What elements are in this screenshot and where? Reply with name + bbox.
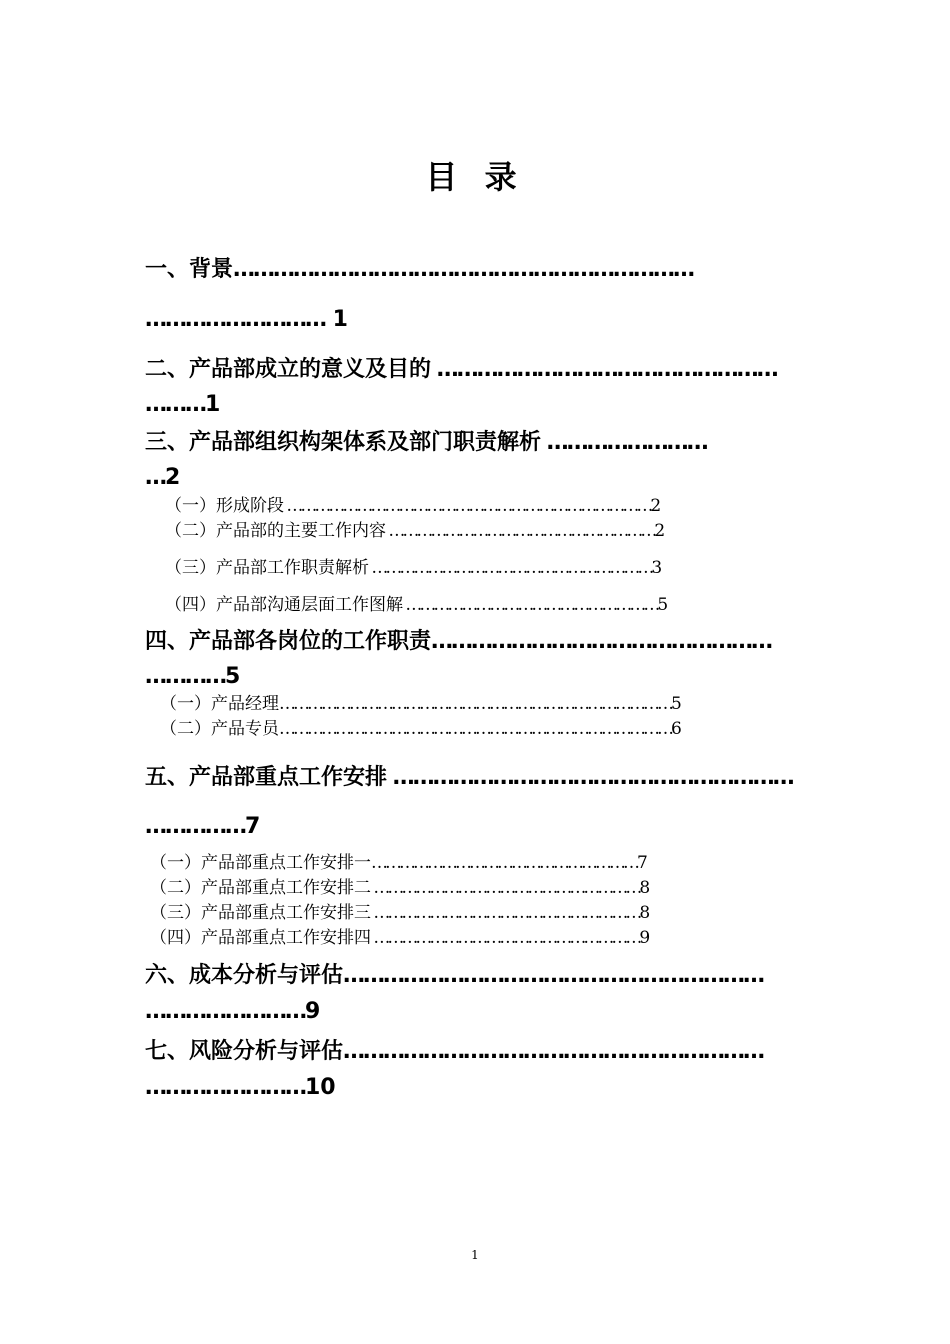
toc-entry-6[interactable] [145, 961, 810, 991]
toc-page-number: 2 [654, 521, 666, 541]
toc-subentry-3-4[interactable] [165, 593, 790, 617]
toc-subentry-5-1[interactable] [150, 851, 790, 875]
toc-page-number: 1 [205, 392, 221, 417]
toc-entry-label: 六、成本分析与评估 [145, 963, 344, 988]
toc-page-number: 1 [332, 307, 348, 332]
toc-page-number: 2 [165, 465, 181, 490]
toc-page-number: 5 [225, 664, 241, 689]
toc-page-number: 7 [637, 853, 648, 873]
toc-entry-6-continuation [145, 997, 810, 1027]
toc-entry-label: 三、产品部组织构架体系及部门职责解析 [145, 430, 542, 455]
toc-leader-dots: ……………………………………………………… [343, 963, 764, 988]
toc-subentry-3-2[interactable] [165, 519, 790, 543]
toc-leader-dots: …………………………………………… [431, 357, 777, 382]
toc-leader-dots: …………………… [541, 430, 707, 455]
toc-leader-dots: ………………………………………………… [371, 928, 640, 948]
toc-entry-label: （三）产品部工作职责解析 [165, 558, 369, 578]
page-number-footer: 1 [471, 1248, 479, 1262]
toc-leader-dots: ………………………………………………………………………… [279, 719, 671, 739]
toc-leader-dots: …………………………………………… [431, 629, 772, 654]
toc-entry-label: 五、产品部重点工作安排 [145, 765, 388, 790]
toc-leader-dots: …………………………………………………… [369, 558, 652, 578]
toc-leader-dots: ………… [145, 664, 225, 689]
toc-subentry-5-3[interactable] [150, 901, 790, 925]
toc-page-number: 5 [657, 595, 669, 615]
page-title: 目 录 [425, 158, 525, 196]
toc-page-number: 6 [671, 719, 682, 739]
toc-entry-1-continuation [145, 305, 810, 335]
toc-page-number: 5 [671, 694, 682, 714]
toc-subentry-5-2[interactable] [150, 876, 790, 900]
toc-entry-label: （二）产品专员 [160, 719, 279, 739]
toc-page-number: 9 [305, 999, 321, 1024]
toc-leader-dots: ………………………………………………………………………… [279, 694, 671, 714]
toc-entry-2-continuation [145, 390, 810, 420]
toc-entry-3[interactable] [145, 428, 810, 458]
toc-page-number: 7 [245, 814, 261, 839]
toc-leader-dots: …………………… [145, 999, 305, 1024]
toc-leader-dots: …………………………………………………… [387, 765, 793, 790]
toc-entry-5-continuation [145, 812, 810, 842]
toc-page-number: 8 [639, 903, 651, 923]
toc-leader-dots: ………………………………………………… [371, 903, 640, 923]
toc-entry-label: 七、风险分析与评估 [145, 1039, 344, 1064]
toc-entry-label: （四）产品部重点工作安排四 [150, 928, 371, 948]
toc-leader-dots: ………………………………………………… [386, 521, 655, 541]
toc-entry-label: （四）产品部沟通层面工作图解 [165, 595, 403, 615]
toc-leader-dots: …………………………………………………………………… [284, 496, 651, 516]
toc-entry-3-continuation [145, 463, 810, 493]
toc-entry-label: （二）产品部重点工作安排二 [150, 878, 371, 898]
toc-entry-4-continuation [145, 662, 810, 692]
toc-leader-dots: ……………………… [145, 307, 325, 332]
toc-entry-1[interactable] [145, 255, 810, 285]
toc-entry-4[interactable] [145, 627, 810, 657]
toc-entry-5[interactable] [145, 763, 810, 793]
toc-entry-2[interactable] [145, 355, 810, 385]
toc-entry-label: （一）产品经理 [160, 694, 279, 714]
toc-page-number: 10 [305, 1075, 336, 1100]
toc-leader-dots: ………………………………………………… [371, 853, 637, 873]
toc-leader-dots: …………………… [145, 1075, 305, 1100]
toc-entry-label: 二、产品部成立的意义及目的 [145, 357, 432, 382]
toc-entry-label: 四、产品部各岗位的工作职责 [145, 629, 432, 654]
toc-entry-7-continuation [145, 1073, 810, 1103]
toc-subentry-3-3[interactable] [165, 556, 790, 580]
toc-entry-label: 一、背景 [145, 257, 234, 282]
toc-entry-label: （一）形成阶段 [165, 496, 284, 516]
toc-entry-label: （一）产品部重点工作安排一 [150, 853, 371, 873]
toc-page-number: 9 [639, 928, 651, 948]
toc-subentry-5-4[interactable] [150, 926, 790, 950]
toc-leader-dots: ……… [145, 392, 205, 417]
toc-leader-dots: ………………………………………………… [371, 878, 640, 898]
toc-leader-dots: ……………………………………………………… [343, 1039, 764, 1064]
toc-entry-7[interactable] [145, 1037, 810, 1067]
toc-subentry-4-1[interactable] [160, 692, 790, 716]
toc-leader-dots: ……………………………………………… [403, 595, 658, 615]
toc-page-number: 2 [650, 496, 662, 516]
toc-subentry-4-2[interactable] [160, 717, 790, 741]
toc-entry-label: （二）产品部的主要工作内容 [165, 521, 386, 541]
toc-entry-label: （三）产品部重点工作安排三 [150, 903, 371, 923]
toc-leader-dots: …………………………………………………………… [233, 257, 694, 282]
toc-subentry-3-1[interactable] [165, 494, 790, 518]
toc-leader-dots: …………… [145, 814, 245, 839]
toc-page-number: 8 [639, 878, 651, 898]
toc-leader-dots: … [145, 465, 165, 490]
toc-page-number: 3 [651, 558, 663, 578]
